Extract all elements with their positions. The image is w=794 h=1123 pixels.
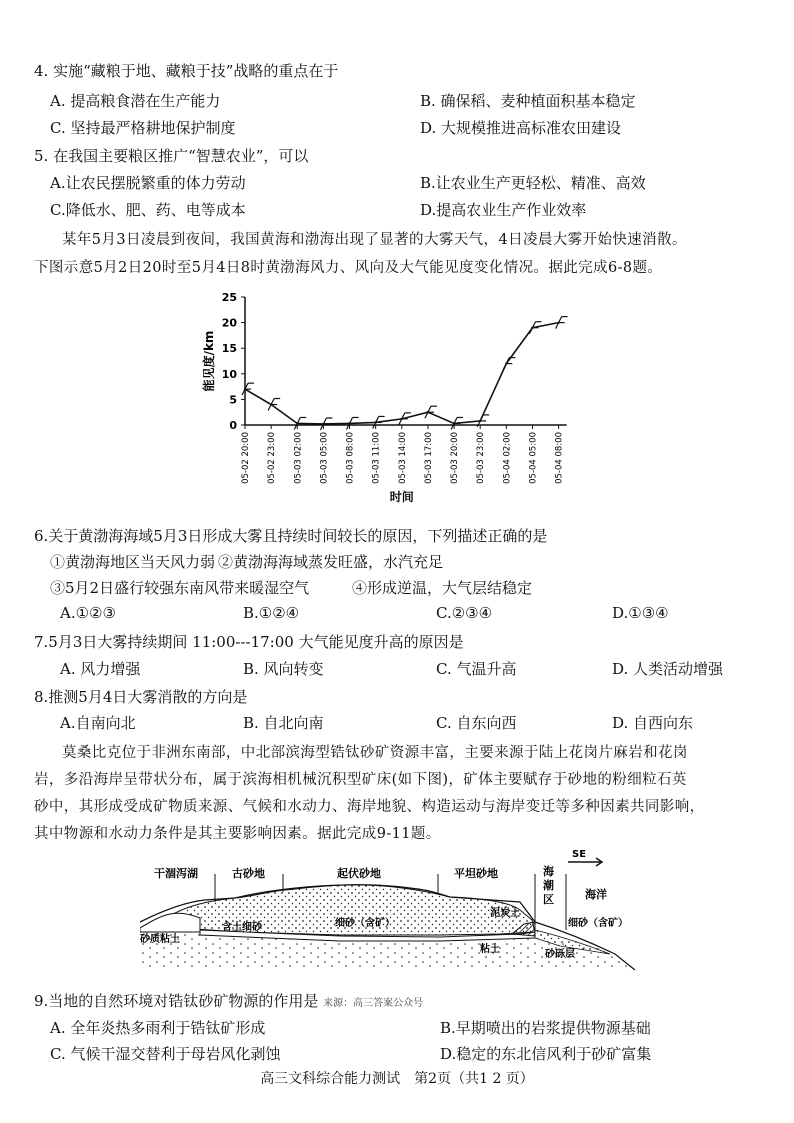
x-tick-label: 05-04 05:00	[528, 432, 539, 484]
label-tidal-1: 海	[543, 865, 554, 878]
q7-option-b: B. 风向转变	[243, 660, 324, 678]
x-tick-label: 05-03 05:00	[319, 432, 330, 484]
q6-stem: 6.关于黄渤海海域5月3日形成大雾且持续时间较长的原因，下列描述正确的是	[34, 527, 548, 545]
x-tick-label: 05-02 20:00	[241, 432, 251, 484]
coastal-cross-section-diagram	[140, 842, 650, 982]
x-tick-label: 05-03 20:00	[450, 432, 461, 484]
x-tick-label: 05-03 02:00	[293, 432, 304, 484]
q4-option-b: B. 确保稻、麦种植面积基本稳定	[420, 92, 636, 110]
q5-stem: 5. 在我国主要粮区推广“智慧农业”，可以	[34, 147, 309, 165]
label-gravel: 砂砾层	[545, 949, 575, 960]
label-flat-sand: 平坦砂地	[454, 867, 498, 880]
label-tidal-3: 区	[543, 893, 554, 906]
x-tick-label: 05-04 08:00	[554, 432, 565, 484]
q8-stem: 8.推测5月4日大雾消散的方向是	[34, 688, 248, 706]
q7-option-a: A. 风力增强	[60, 660, 141, 678]
x-tick-label: 05-04 02:00	[502, 432, 513, 484]
q6-option-d: D.①③④	[612, 604, 669, 622]
label-soil-fine-sand: 含土细砂	[222, 922, 262, 933]
x-tick-label: 05-03 11:00	[371, 432, 382, 484]
q4-option-c: C. 坚持最严格耕地保护制度	[50, 119, 236, 137]
passage1-line1: 某年5月3日凌晨到夜间，我国黄海和渤海出现了显著的大雾天气，4日凌晨大雾开始快速消散。	[62, 232, 687, 248]
passage1-line2: 下图示意5月2日20时至5月4日8时黄渤海风力、风向及大气能见度变化情况。据此完成6-8题。	[34, 260, 663, 276]
y-tick-label: 25	[221, 291, 237, 304]
label-dry-lake: 干涸泻湖	[154, 867, 198, 880]
q6-statement-4: ④形成逆温，大气层结稳定	[352, 579, 533, 597]
x-tick-label: 05-03 17:00	[423, 432, 434, 484]
page-footer: 高三文科综合能力测试 第2页（共1 2 页）	[260, 1071, 534, 1087]
label-peat: 泥炭土	[490, 908, 520, 919]
passage2-line1: 莫桑比克位于非洲东南部，中北部滨海型锆钛砂矿资源丰富，主要来源于陆上花岗片麻岩和花岗	[62, 745, 688, 761]
q4-stem: 4. 实施“藏粮于地、藏粮于技”战略的重点在于	[34, 62, 339, 80]
q7-stem: 7.5月3日大雾持续期间 11:00---17:00 大气能见度升高的原因是	[34, 633, 464, 651]
q8-option-d: D. 自西向东	[612, 714, 694, 732]
x-tick-label: 05-03 08:00	[345, 432, 356, 484]
q8-option-c: C. 自东向西	[436, 714, 517, 732]
q9-option-a: A. 全年炎热多雨利于锆钛矿形成	[50, 1019, 266, 1037]
y-axis-label: 能见度/km	[202, 330, 216, 392]
x-tick-label: 05-03 14:00	[397, 432, 408, 484]
passage2-line2: 岩，多沿海岸呈带状分布，属于滨海相机械沉积型矿床(如下图)，矿体主要赋存于砂地的粉细粒石英	[34, 772, 687, 788]
q6-option-a: A.①②③	[60, 604, 116, 622]
q9-option-c: C. 气候干湿交替利于母岩风化剥蚀	[50, 1045, 281, 1063]
q6-statement-3: ③5月2日盛行较强东南风带来暖湿空气	[50, 579, 310, 597]
q5-option-d: D.提高农业生产作业效率	[420, 201, 587, 219]
x-tick-label: 05-02 23:00	[267, 432, 278, 484]
q8-option-b: B. 自北向南	[243, 714, 324, 732]
q9-option-b: B.早期喷出的岩浆提供物源基础	[440, 1019, 651, 1037]
label-clay: 粘土	[480, 944, 500, 955]
label-fine-sand-ore: 细砂（含矿）	[335, 918, 395, 929]
y-tick-label: 5	[229, 393, 237, 407]
q9-option-d: D.稳定的东北信风利于砂矿富集	[440, 1045, 652, 1063]
passage2-line4: 其中物源和水动力条件是其主要影响因素。据此完成9-11题。	[34, 826, 441, 842]
q6-statement-1: ①黄渤海地区当天风力弱	[50, 553, 216, 571]
q8-option-a: A.自南向北	[60, 714, 136, 732]
label-tidal-2: 潮	[543, 879, 554, 892]
visibility-series-line	[245, 323, 559, 424]
wind-barb	[529, 322, 541, 334]
q9-source-note: 来源：高三答案公众号	[323, 998, 424, 1009]
y-tick-label: 15	[221, 342, 237, 356]
q6-statement-2: ②黄渤海海域蒸发旺盛，水汽充足	[218, 553, 444, 571]
label-ocean-fine-sand: 细砂（含矿）	[568, 918, 628, 929]
visibility-chart	[195, 285, 585, 510]
y-tick-label: 10	[221, 367, 237, 381]
q5-option-a: A.让农民摆脱繁重的体力劳动	[50, 174, 246, 192]
q5-option-b: B.让农业生产更轻松、精准、高效	[420, 174, 646, 192]
x-axis-label: 时间	[389, 490, 414, 504]
passage2-line3: 砂中，其形成受成矿物质来源、气候和水动力、海岸地貌、构造运动与海岸变迁等多种因素共同影响，	[34, 799, 705, 815]
q4-option-a: A. 提高粮食潜在生产能力	[50, 92, 221, 110]
q9-stem	[34, 990, 423, 1011]
y-tick-label: 20	[221, 316, 237, 330]
q6-option-c: C.②③④	[436, 604, 493, 622]
label-ocean: 海洋	[585, 888, 607, 901]
q5-option-c: C.降低水、肥、药、电等成本	[50, 201, 246, 219]
label-rolling-sand: 起伏砂地	[337, 867, 381, 880]
direction-label: SE	[572, 849, 587, 860]
q7-option-d: D. 人类活动增强	[612, 660, 724, 678]
q4-option-d: D. 大规模推进高标准农田建设	[420, 119, 622, 137]
q9-stem-text: 9.当地的自然环境对锆钛砂矿物源的作用是	[34, 992, 319, 1010]
sandy-clay-layer	[140, 913, 200, 932]
q7-option-c: C. 气温升高	[436, 660, 517, 678]
label-ancient-sand: 古砂地	[232, 867, 265, 880]
x-tick-label: 05-03 23:00	[476, 432, 487, 484]
q6-option-b: B.①②④	[243, 604, 300, 622]
y-tick-label: 0	[229, 419, 237, 432]
label-sandy-clay: 砂质粘土	[140, 934, 180, 945]
